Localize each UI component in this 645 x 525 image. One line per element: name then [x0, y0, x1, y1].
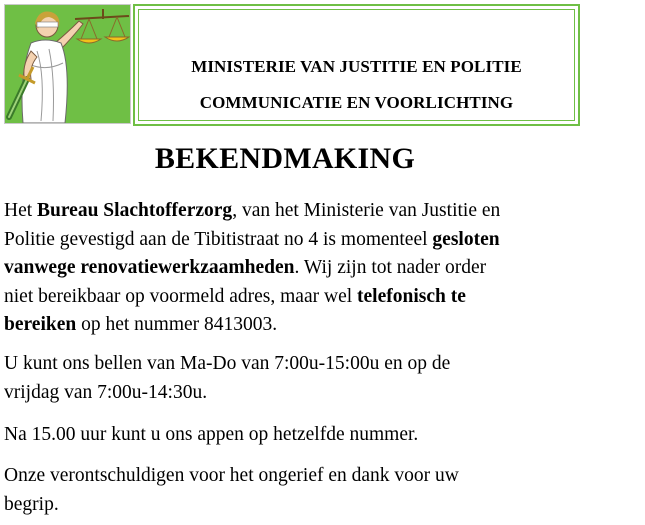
- lady-justice-icon: [5, 5, 131, 124]
- paragraph-opening-hours: [4, 350, 564, 407]
- text-line: [4, 311, 564, 340]
- text-line: [4, 283, 564, 312]
- text-line: U kunt ons bellen van Ma-Do van 7:00u-15:00u en op de: [4, 353, 451, 374]
- text-line: vrijdag van 7:00u-14:30u.: [4, 381, 208, 403]
- bureau-name: Bureau Slachtofferzorg: [37, 200, 233, 221]
- text-line: Onze verontschuldigen voor het ongerief en dank voor uw: [4, 465, 459, 486]
- renovation-emphasis: vanwege renovatiewerkzaamheden: [4, 257, 295, 278]
- text-fragment: . Wij zijn tot nader order: [294, 257, 487, 278]
- text-line: begrip.: [4, 493, 59, 515]
- text-line: [4, 254, 564, 283]
- logo: [4, 4, 131, 124]
- ministry-name: MINISTERIE VAN JUSTITIE EN POLITIE: [191, 57, 522, 76]
- text-fragment: , van het Ministerie van Justitie en: [232, 200, 501, 221]
- paragraph-announcement: [4, 197, 564, 340]
- paragraph-app-info: [4, 421, 564, 450]
- page-title: BEKENDMAKING: [154, 142, 416, 175]
- header-box: [133, 4, 580, 126]
- phone-emphasis: telefonisch te: [357, 285, 466, 307]
- closed-emphasis: gesloten: [432, 228, 500, 250]
- text-fragment: Politie gevestigd aan de Tibitistraat no 4 is momenteel: [4, 228, 433, 250]
- paragraph-apology: [4, 462, 564, 519]
- text-fragment: niet bereikbaar op voormeld adres, maar wel: [4, 285, 358, 307]
- phone-emphasis: bereiken: [4, 314, 77, 335]
- text-line: Na 15.00 uur kunt u ons appen op hetzelfde nummer.: [4, 424, 419, 445]
- department-name: COMMUNICATIE EN VOORLICHTING: [199, 93, 514, 112]
- text-line: [4, 197, 564, 226]
- text-fragment: Het: [4, 200, 38, 221]
- text-line: [4, 226, 564, 255]
- phone-number-text: op het nummer 8413003.: [76, 314, 278, 335]
